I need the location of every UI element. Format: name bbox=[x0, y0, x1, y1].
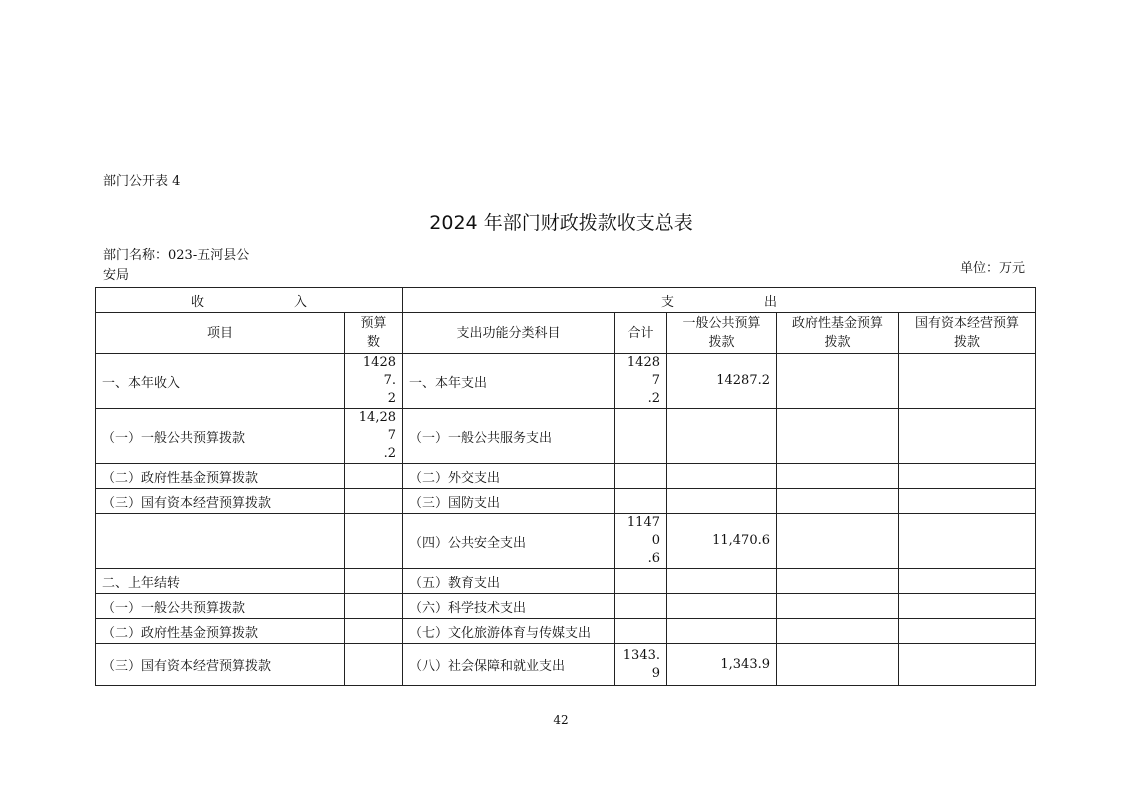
cell-fund bbox=[777, 354, 899, 409]
cell-function: （一）一般公共服务支出 bbox=[403, 409, 615, 464]
table-row bbox=[96, 489, 1036, 514]
column-header-row bbox=[96, 313, 1036, 354]
expense-group-header bbox=[403, 288, 1036, 313]
budget-summary-table bbox=[95, 287, 1036, 686]
cell-state bbox=[899, 464, 1036, 489]
col-header-general-line2: 拨款 bbox=[708, 335, 735, 350]
cell-function: （四）公共安全支出 bbox=[403, 514, 615, 569]
table-row bbox=[96, 464, 1036, 489]
cell-state bbox=[899, 644, 1036, 686]
table-row bbox=[96, 514, 1036, 569]
cell-total: 14287 .2 bbox=[615, 354, 667, 409]
cell-function: （二）外交支出 bbox=[403, 464, 615, 489]
cell-general bbox=[667, 594, 777, 619]
cell-item bbox=[96, 514, 345, 569]
page-number: 42 bbox=[553, 713, 569, 727]
unit-label: 单位：万元 bbox=[960, 261, 1026, 276]
cell-budget bbox=[345, 644, 403, 686]
table-row bbox=[96, 569, 1036, 594]
cell-state bbox=[899, 354, 1036, 409]
cell-item: （三）国有资本经营预算拨款 bbox=[96, 644, 345, 686]
cell-fund bbox=[777, 514, 899, 569]
cell-item: （二）政府性基金预算拨款 bbox=[96, 464, 345, 489]
cell-general: 11,470.6 bbox=[667, 514, 777, 569]
cell-total bbox=[615, 489, 667, 514]
cell-item: （三）国有资本经营预算拨款 bbox=[96, 489, 345, 514]
cell-total bbox=[615, 594, 667, 619]
cell-state bbox=[899, 569, 1036, 594]
table-row bbox=[96, 594, 1036, 619]
cell-item: 二、上年结转 bbox=[96, 569, 345, 594]
cell-item: 一、本年收入 bbox=[96, 354, 345, 409]
col-header-total: 合计 bbox=[615, 313, 667, 354]
cell-item: （一）一般公共预算拨款 bbox=[96, 594, 345, 619]
cell-general bbox=[667, 569, 777, 594]
cell-general bbox=[667, 489, 777, 514]
cell-function: （八）社会保障和就业支出 bbox=[403, 644, 615, 686]
col-header-general bbox=[667, 313, 777, 354]
department-name bbox=[103, 246, 253, 286]
cell-item: （一）一般公共预算拨款 bbox=[96, 409, 345, 464]
cell-total bbox=[615, 619, 667, 644]
cell-state bbox=[899, 619, 1036, 644]
expense-group-char-1: 支 bbox=[661, 294, 675, 310]
col-header-budget-line1: 预算 bbox=[360, 316, 387, 331]
cell-state bbox=[899, 594, 1036, 619]
cell-budget bbox=[345, 489, 403, 514]
cell-general bbox=[667, 409, 777, 464]
col-header-fund bbox=[777, 313, 899, 354]
cell-budget bbox=[345, 514, 403, 569]
cell-general bbox=[667, 464, 777, 489]
form-label: 部门公开表 4 bbox=[103, 174, 181, 189]
cell-budget bbox=[345, 594, 403, 619]
cell-fund bbox=[777, 594, 899, 619]
group-header-row bbox=[96, 288, 1036, 313]
col-header-budget bbox=[345, 313, 403, 354]
cell-budget: 14,287 .2 bbox=[345, 409, 403, 464]
cell-state bbox=[899, 489, 1036, 514]
col-header-fund-line2: 拨款 bbox=[824, 335, 851, 350]
cell-budget bbox=[345, 619, 403, 644]
income-group-header bbox=[96, 288, 403, 313]
cell-fund bbox=[777, 464, 899, 489]
table-row bbox=[96, 619, 1036, 644]
cell-function: （六）科学技术支出 bbox=[403, 594, 615, 619]
table-row bbox=[96, 409, 1036, 464]
department-name-line1: 部门名称：023-五河县公 bbox=[103, 248, 250, 263]
col-header-state-line2: 拨款 bbox=[954, 335, 981, 350]
income-group-char-1: 收 bbox=[190, 294, 204, 310]
cell-fund bbox=[777, 569, 899, 594]
cell-function: （三）国防支出 bbox=[403, 489, 615, 514]
cell-general: 1,343.9 bbox=[667, 644, 777, 686]
cell-function: （七）文化旅游体育与传媒支出 bbox=[403, 619, 615, 644]
cell-total: 11470 .6 bbox=[615, 514, 667, 569]
table-row bbox=[96, 644, 1036, 686]
cell-fund bbox=[777, 409, 899, 464]
cell-general bbox=[667, 619, 777, 644]
cell-fund bbox=[777, 619, 899, 644]
col-header-function: 支出功能分类科目 bbox=[403, 313, 615, 354]
cell-budget: 14287. 2 bbox=[345, 354, 403, 409]
cell-budget bbox=[345, 569, 403, 594]
page-title: 2024 年部门财政拨款收支总表 bbox=[429, 212, 693, 234]
expense-group-char-2: 出 bbox=[764, 294, 778, 310]
department-name-line2: 安局 bbox=[103, 268, 130, 283]
cell-state bbox=[899, 514, 1036, 569]
cell-function: （五）教育支出 bbox=[403, 569, 615, 594]
table-row bbox=[96, 354, 1036, 409]
cell-state bbox=[899, 409, 1036, 464]
cell-total bbox=[615, 409, 667, 464]
col-header-state-line1: 国有资本经营预算 bbox=[915, 316, 1020, 331]
income-group-char-2: 入 bbox=[294, 294, 308, 310]
cell-fund bbox=[777, 644, 899, 686]
col-header-fund-line1: 政府性基金预算 bbox=[791, 316, 883, 331]
cell-function: 一、本年支出 bbox=[403, 354, 615, 409]
col-header-item: 项目 bbox=[96, 313, 345, 354]
cell-total bbox=[615, 464, 667, 489]
cell-general: 14287.2 bbox=[667, 354, 777, 409]
cell-total bbox=[615, 569, 667, 594]
col-header-budget-line2: 数 bbox=[366, 335, 380, 350]
cell-fund bbox=[777, 489, 899, 514]
cell-total: 1343. 9 bbox=[615, 644, 667, 686]
cell-budget bbox=[345, 464, 403, 489]
col-header-state bbox=[899, 313, 1036, 354]
col-header-general-line1: 一般公共预算 bbox=[682, 316, 761, 331]
cell-item: （二）政府性基金预算拨款 bbox=[96, 619, 345, 644]
